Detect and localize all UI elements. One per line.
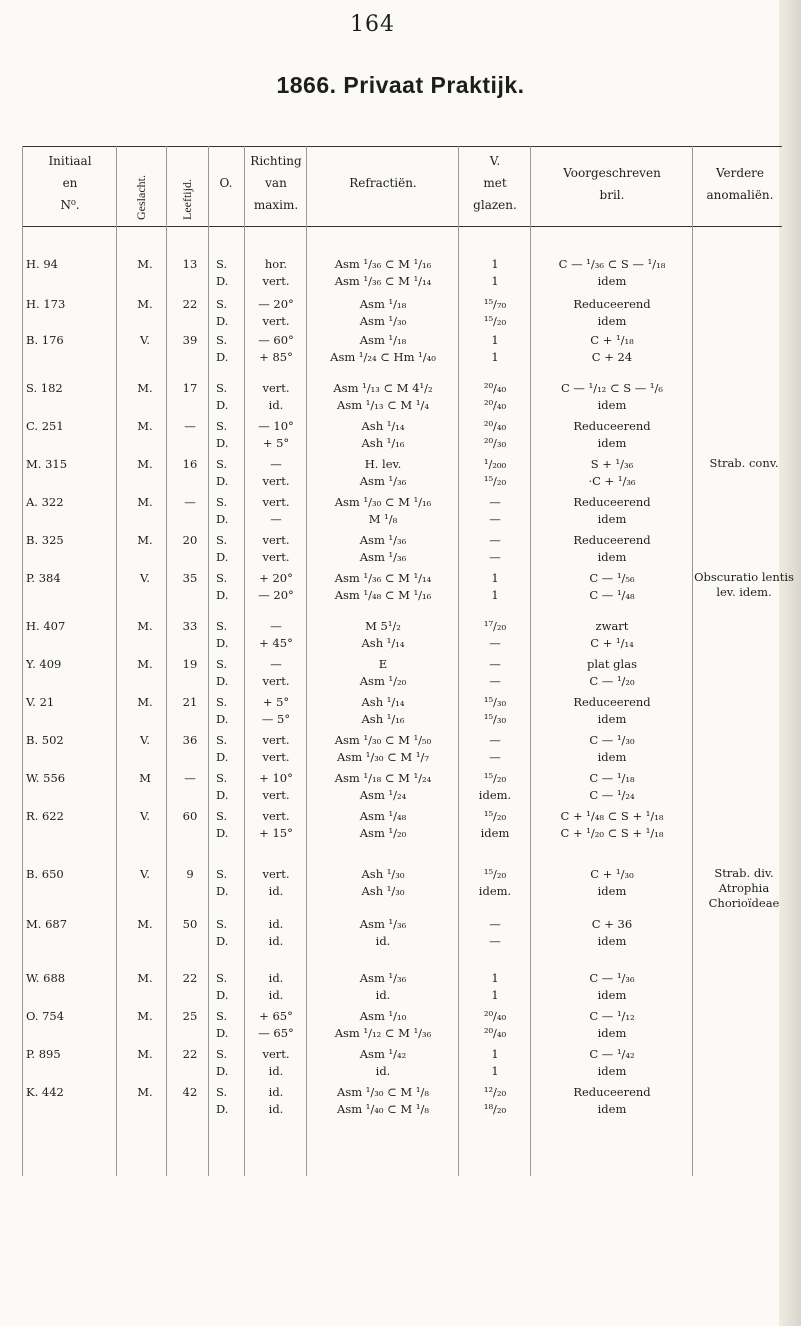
case-id: K. 442 — [26, 1085, 64, 1099]
case-sex: M. — [137, 971, 153, 985]
prescribed-glasses: idem — [597, 274, 627, 288]
axis-direction: + 45° — [259, 636, 293, 650]
axis-direction: id. — [268, 884, 284, 898]
case-id: P. 384 — [26, 571, 61, 585]
refraction-value: Asm ¹/₃₆ ⊂ M ¹/₁₆ — [334, 257, 432, 271]
refraction-value: Ash ¹/₁₆ — [361, 436, 405, 450]
case-age: 20 — [182, 533, 198, 547]
case-age: 25 — [182, 1009, 198, 1023]
refraction-value: id. — [375, 988, 391, 1002]
axis-direction: vert. — [262, 495, 290, 509]
eye-side: S. — [216, 733, 228, 747]
case-age: — — [184, 419, 196, 433]
eye-side: S. — [216, 657, 228, 671]
eye-side: D. — [216, 636, 229, 650]
refraction-value: Ash ¹/₃₀ — [361, 884, 405, 898]
eye-side: S. — [216, 297, 228, 311]
refraction-value: Ash ¹/₁₄ — [361, 695, 405, 709]
case-id: A. 322 — [26, 495, 64, 509]
prescribed-glasses: idem — [597, 712, 627, 726]
col-sep — [116, 146, 117, 1176]
eye-side: D. — [216, 550, 229, 564]
prescribed-glasses: Reduceerend — [573, 297, 651, 311]
refraction-value: Asm ¹/₁₃ ⊂ M 4¹/₂ — [333, 381, 433, 395]
prescribed-glasses: idem — [597, 750, 627, 764]
prescribed-glasses: C — ¹/₂₀ — [589, 674, 635, 688]
vision-value: ²⁰/₃₀ — [483, 436, 507, 450]
refraction-value: Asm ¹/₄₈ — [359, 809, 407, 823]
refraction-value: Asm ¹/₁₃ ⊂ M ¹/₄ — [337, 398, 429, 412]
vision-value: 1 — [491, 274, 499, 288]
axis-direction: + 10° — [259, 771, 293, 785]
eye-side: D. — [216, 1064, 229, 1078]
vision-value: ²⁰/₄₀ — [483, 419, 507, 433]
prescribed-glasses: ·C + ¹/₃₆ — [588, 474, 636, 488]
case-id: H. 173 — [26, 297, 66, 311]
case-sex: M — [139, 771, 151, 785]
axis-direction: vert. — [262, 474, 290, 488]
page-number: 164 — [350, 12, 395, 37]
case-id: M. 315 — [26, 457, 68, 471]
case-sex: M. — [137, 695, 153, 709]
prescribed-glasses: C — ¹/₂₄ — [589, 788, 635, 802]
vision-value: ²⁰/₄₀ — [483, 398, 507, 412]
eye-side: S. — [216, 495, 228, 509]
case-id: W. 688 — [26, 971, 66, 985]
axis-direction: hor. — [264, 257, 288, 271]
case-id: B. 650 — [26, 867, 64, 881]
case-id: H. 407 — [26, 619, 66, 633]
refraction-value: Asm ¹/₂₀ — [359, 674, 407, 688]
prescribed-glasses: C + 24 — [591, 350, 633, 364]
case-id: H. 94 — [26, 257, 58, 271]
eye-side: S. — [216, 771, 228, 785]
axis-direction: id. — [268, 988, 284, 1002]
axis-direction: vert. — [262, 314, 290, 328]
case-age: 22 — [182, 297, 198, 311]
case-sex: V. — [140, 867, 150, 881]
axis-direction: vert. — [262, 550, 290, 564]
case-id: S. 182 — [26, 381, 63, 395]
case-sex: M. — [137, 257, 153, 271]
vision-value: 1 — [491, 971, 499, 985]
axis-direction: vert. — [262, 533, 290, 547]
vision-value: — — [489, 636, 501, 650]
axis-direction: + 15° — [259, 826, 293, 840]
prescribed-glasses: C — ¹/₁₈ — [589, 771, 635, 785]
col-sep — [530, 146, 531, 1176]
refraction-value: M ¹/₈ — [368, 512, 398, 526]
refraction-value: Asm ¹/₃₀ — [359, 314, 407, 328]
axis-direction: id. — [268, 1064, 284, 1078]
eye-side: S. — [216, 533, 228, 547]
vision-value: ¹⁵/₃₀ — [483, 695, 507, 709]
axis-direction: id. — [268, 971, 284, 985]
case-age: 60 — [182, 809, 198, 823]
vision-value: ¹⁵/₃₀ — [483, 712, 507, 726]
case-id: B. 325 — [26, 533, 64, 547]
vision-value: — — [489, 934, 501, 948]
case-id: W. 556 — [26, 771, 66, 785]
axis-direction: + 65° — [259, 1009, 293, 1023]
col-sep — [692, 146, 693, 1176]
prescribed-glasses: Reduceerend — [573, 1085, 651, 1099]
eye-side: D. — [216, 436, 229, 450]
vision-value: idem — [480, 826, 510, 840]
refraction-value: Asm ¹/₄₀ ⊂ M ¹/₈ — [337, 1102, 429, 1116]
case-age: 22 — [182, 971, 198, 985]
case-sex: M. — [137, 1047, 153, 1061]
vision-value: ²⁰/₄₀ — [483, 1026, 507, 1040]
axis-direction: — — [270, 512, 282, 526]
prescribed-glasses: plat glas — [587, 657, 637, 671]
col-sep — [22, 146, 23, 1176]
prescribed-glasses: C — ¹/₄₂ — [589, 1047, 635, 1061]
case-age: 19 — [182, 657, 198, 671]
vision-value: ¹⁵/₂₀ — [483, 809, 507, 823]
refraction-value: Asm ¹/₃₆ ⊂ M ¹/₁₄ — [334, 571, 432, 585]
vision-value: — — [489, 750, 501, 764]
eye-side: D. — [216, 750, 229, 764]
eye-side: S. — [216, 971, 228, 985]
prescribed-glasses: idem — [597, 1102, 627, 1116]
refraction-value: Asm ¹/₃₀ ⊂ M ¹/₅₀ — [334, 733, 432, 747]
axis-direction: — 20° — [258, 588, 294, 602]
eye-side: S. — [216, 867, 228, 881]
vision-value: ¹⁵/₂₀ — [483, 771, 507, 785]
table-top-rule — [22, 146, 782, 147]
other-anomalies: Obscuratio lentis lev. idem. — [694, 570, 794, 599]
axis-direction: vert. — [262, 733, 290, 747]
case-id: Y. 409 — [26, 657, 62, 671]
case-age: 39 — [182, 333, 198, 347]
case-sex: M. — [137, 1009, 153, 1023]
case-sex: M. — [137, 419, 153, 433]
eye-side: D. — [216, 674, 229, 688]
eye-side: D. — [216, 988, 229, 1002]
vision-value: ¹/₂₀₀ — [483, 457, 507, 471]
header-glasses: Voorgeschreven bril. — [563, 166, 661, 202]
case-age: 35 — [182, 571, 198, 585]
eye-side: S. — [216, 419, 228, 433]
eye-side: D. — [216, 512, 229, 526]
vision-value: 1 — [491, 571, 499, 585]
axis-direction: — — [270, 619, 282, 633]
refraction-value: Asm ¹/₃₆ — [359, 917, 407, 931]
vision-value: — — [489, 495, 501, 509]
eye-side: D. — [216, 826, 229, 840]
prescribed-glasses: idem — [597, 884, 627, 898]
vision-value: ²⁰/₄₀ — [483, 381, 507, 395]
prescribed-glasses: C + ¹/₄₈ ⊂ S + ¹/₁₈ — [560, 809, 664, 823]
refraction-value: Asm ¹/₃₆ — [359, 550, 407, 564]
eye-side: S. — [216, 571, 228, 585]
axis-direction: + 20° — [259, 571, 293, 585]
refraction-value: H. lev. — [364, 457, 402, 471]
eye-side: S. — [216, 381, 228, 395]
case-id: M. 687 — [26, 917, 68, 931]
eye-side: S. — [216, 457, 228, 471]
axis-direction: — 5° — [261, 712, 291, 726]
refraction-value: Asm ¹/₁₈ — [359, 297, 407, 311]
prescribed-glasses: C — ¹/₁₂ — [589, 1009, 635, 1023]
refraction-value: Asm ¹/₃₆ — [359, 533, 407, 547]
case-age: 21 — [182, 695, 198, 709]
axis-direction: id. — [268, 1102, 284, 1116]
vision-value: 1 — [491, 1047, 499, 1061]
case-sex: M. — [137, 1085, 153, 1099]
header-direction: Richting van maxim. — [250, 154, 302, 212]
eye-side: D. — [216, 274, 229, 288]
refraction-value: id. — [375, 934, 391, 948]
eye-side: D. — [216, 474, 229, 488]
vision-value: 1 — [491, 588, 499, 602]
header-sex: Geslacht. — [134, 175, 148, 220]
refraction-value: Asm ¹/₂₀ — [359, 826, 407, 840]
vision-value: — — [489, 550, 501, 564]
prescribed-glasses: C — ¹/₅₆ — [589, 571, 635, 585]
refraction-value: Asm ¹/₁₈ — [359, 333, 407, 347]
refraction-value: Asm ¹/₂₄ — [359, 788, 407, 802]
axis-direction: vert. — [262, 1047, 290, 1061]
header-other: Verdere anomaliën. — [706, 166, 774, 202]
prescribed-glasses: idem — [597, 314, 627, 328]
vision-value: ¹⁵/₂₀ — [483, 867, 507, 881]
case-sex: M. — [137, 917, 153, 931]
case-age: 17 — [182, 381, 198, 395]
axis-direction: vert. — [262, 809, 290, 823]
prescribed-glasses: idem — [597, 1064, 627, 1078]
case-age: 16 — [182, 457, 198, 471]
refraction-value: Asm ¹/₃₆ — [359, 474, 407, 488]
case-sex: V. — [140, 571, 150, 585]
prescribed-glasses: idem — [597, 1026, 627, 1040]
prescribed-glasses: Reduceerend — [573, 419, 651, 433]
other-anomalies: Strab. conv. — [709, 456, 779, 470]
header-initial: Initiaal en N⁰. — [48, 154, 92, 212]
prescribed-glasses: idem — [597, 436, 627, 450]
prescribed-glasses: idem — [597, 988, 627, 1002]
eye-side: S. — [216, 1047, 228, 1061]
eye-side: S. — [216, 1085, 228, 1099]
header-eye: O. — [219, 176, 233, 190]
eye-side: S. — [216, 619, 228, 633]
case-sex: M. — [137, 657, 153, 671]
axis-direction: — — [270, 657, 282, 671]
col-sep — [458, 146, 459, 1176]
vision-value: ¹⁷/₂₀ — [483, 619, 507, 633]
eye-side: S. — [216, 1009, 228, 1023]
vision-value: 1 — [491, 988, 499, 1002]
case-id: B. 176 — [26, 333, 64, 347]
vision-value: ¹⁵/₂₀ — [483, 314, 507, 328]
refraction-value: Ash ¹/₁₄ — [361, 419, 405, 433]
prescribed-glasses: idem — [597, 934, 627, 948]
case-sex: V. — [140, 809, 150, 823]
case-age: 36 — [182, 733, 198, 747]
eye-side: D. — [216, 1026, 229, 1040]
prescribed-glasses: S + ¹/₃₆ — [590, 457, 634, 471]
prescribed-glasses: C + ¹/₃₀ — [590, 867, 634, 881]
prescribed-glasses: C + ¹/₁₄ — [590, 636, 634, 650]
axis-direction: vert. — [262, 867, 290, 881]
vision-value: idem. — [478, 884, 512, 898]
case-sex: M. — [137, 533, 153, 547]
eye-side: S. — [216, 917, 228, 931]
axis-direction: id. — [268, 1085, 284, 1099]
refraction-value: Asm ¹/₄₈ ⊂ M ¹/₁₆ — [334, 588, 432, 602]
prescribed-glasses: Reduceerend — [573, 495, 651, 509]
axis-direction: vert. — [262, 788, 290, 802]
refraction-value: Ash ¹/₃₀ — [361, 867, 405, 881]
col-sep — [306, 146, 307, 1176]
vision-value: — — [489, 512, 501, 526]
header-refraction: Refractiën. — [349, 176, 417, 190]
eye-side: D. — [216, 350, 229, 364]
eye-side: D. — [216, 712, 229, 726]
eye-side: S. — [216, 809, 228, 823]
case-age: — — [184, 771, 196, 785]
eye-side: S. — [216, 257, 228, 271]
axis-direction: + 5° — [262, 695, 290, 709]
case-id: P. 895 — [26, 1047, 61, 1061]
prescribed-glasses: C — ¹/₃₆ ⊂ S — ¹/₁₈ — [558, 257, 666, 271]
eye-side: D. — [216, 934, 229, 948]
other-anomalies: Strab. div. Atrophia Chorioïdeae — [708, 866, 780, 910]
case-age: 42 — [182, 1085, 198, 1099]
vision-value: — — [489, 674, 501, 688]
prescribed-glasses: zwart — [595, 619, 629, 633]
axis-direction: id. — [268, 398, 284, 412]
eye-side: D. — [216, 588, 229, 602]
prescribed-glasses: C + ¹/₂₀ ⊂ S + ¹/₁₈ — [560, 826, 664, 840]
prescribed-glasses: C — ¹/₁₂ ⊂ S — ¹/₆ — [560, 381, 664, 395]
refraction-value: E — [378, 657, 388, 671]
prescribed-glasses: idem — [597, 398, 627, 412]
prescribed-glasses: idem — [597, 512, 627, 526]
axis-direction: — 10° — [258, 419, 294, 433]
case-id: C. 251 — [26, 419, 64, 433]
case-age: 9 — [186, 867, 194, 881]
refraction-value: Ash ¹/₁₆ — [361, 712, 405, 726]
prescribed-glasses: idem — [597, 550, 627, 564]
refraction-value: Asm ¹/₁₂ ⊂ M ¹/₃₆ — [334, 1026, 432, 1040]
refraction-value: Asm ¹/₃₀ ⊂ M ¹/₈ — [337, 1085, 429, 1099]
prescribed-glasses: Reduceerend — [573, 695, 651, 709]
refraction-value: Asm ¹/₃₆ ⊂ M ¹/₁₄ — [334, 274, 432, 288]
vision-value: ¹⁵/₇₀ — [483, 297, 507, 311]
case-sex: M. — [137, 619, 153, 633]
eye-side: D. — [216, 1102, 229, 1116]
eye-side: S. — [216, 333, 228, 347]
case-age: — — [184, 495, 196, 509]
case-age: 33 — [182, 619, 198, 633]
axis-direction: vert. — [262, 750, 290, 764]
axis-direction: id. — [268, 917, 284, 931]
axis-direction: — 20° — [258, 297, 294, 311]
case-sex: M. — [137, 297, 153, 311]
case-sex: V. — [140, 333, 150, 347]
vision-value: — — [489, 533, 501, 547]
header-bottom-rule — [22, 226, 782, 227]
case-sex: M. — [137, 381, 153, 395]
refraction-value: id. — [375, 1064, 391, 1078]
axis-direction: — — [270, 457, 282, 471]
axis-direction: + 85° — [259, 350, 293, 364]
refraction-value: Asm ¹/₃₆ — [359, 971, 407, 985]
case-sex: V. — [140, 733, 150, 747]
vision-value: idem. — [478, 788, 512, 802]
page-title: 1866. Privaat Praktijk. — [276, 72, 525, 98]
refraction-value: M 5¹/₂ — [365, 619, 401, 633]
vision-value: ²⁰/₄₀ — [483, 1009, 507, 1023]
case-age: 22 — [182, 1047, 198, 1061]
eye-side: D. — [216, 314, 229, 328]
prescribed-glasses: C — ¹/₄₈ — [589, 588, 635, 602]
refraction-value: Asm ¹/₂₄ ⊂ Hm ¹/₄₀ — [330, 350, 436, 364]
vision-value: 1 — [491, 1064, 499, 1078]
vision-value: ¹⁸/₂₀ — [483, 1102, 507, 1116]
refraction-value: Asm ¹/₁₈ ⊂ M ¹/₂₄ — [334, 771, 432, 785]
refraction-value: Asm ¹/₄₂ — [359, 1047, 407, 1061]
case-age: 50 — [182, 917, 198, 931]
vision-value: ¹²/₂₀ — [483, 1085, 507, 1099]
vision-value: — — [489, 657, 501, 671]
case-id: O. 754 — [26, 1009, 65, 1023]
prescribed-glasses: C — ¹/₃₀ — [589, 733, 635, 747]
eye-side: S. — [216, 695, 228, 709]
refraction-value: Asm ¹/₃₀ ⊂ M ¹/₇ — [337, 750, 429, 764]
axis-direction: vert. — [262, 274, 290, 288]
prescribed-glasses: C — ¹/₃₆ — [589, 971, 635, 985]
vision-value: 1 — [491, 257, 499, 271]
refraction-value: Asm ¹/₁₀ — [359, 1009, 407, 1023]
refraction-value: Ash ¹/₁₄ — [361, 636, 405, 650]
axis-direction: + 5° — [262, 436, 290, 450]
case-sex: M. — [137, 457, 153, 471]
vision-value: 1 — [491, 333, 499, 347]
vision-value: 1 — [491, 350, 499, 364]
axis-direction: — 65° — [258, 1026, 294, 1040]
axis-direction: — 60° — [258, 333, 294, 347]
prescribed-glasses: Reduceerend — [573, 533, 651, 547]
axis-direction: vert. — [262, 674, 290, 688]
eye-side: D. — [216, 788, 229, 802]
case-id: V. 21 — [26, 695, 55, 709]
eye-side: D. — [216, 884, 229, 898]
vision-value: — — [489, 917, 501, 931]
axis-direction: id. — [268, 934, 284, 948]
header-age: Leeftijd. — [180, 179, 194, 220]
prescribed-glasses: C + ¹/₁₈ — [590, 333, 634, 347]
case-id: R. 622 — [26, 809, 64, 823]
axis-direction: vert. — [262, 381, 290, 395]
eye-side: D. — [216, 398, 229, 412]
case-age: 13 — [182, 257, 198, 271]
case-id: B. 502 — [26, 733, 64, 747]
header-vision: V. met glazen. — [473, 154, 517, 212]
case-sex: M. — [137, 495, 153, 509]
refraction-value: Asm ¹/₃₀ ⊂ M ¹/₁₆ — [334, 495, 432, 509]
vision-value: — — [489, 733, 501, 747]
prescribed-glasses: C + 36 — [591, 917, 633, 931]
vision-value: ¹⁵/₂₀ — [483, 474, 507, 488]
